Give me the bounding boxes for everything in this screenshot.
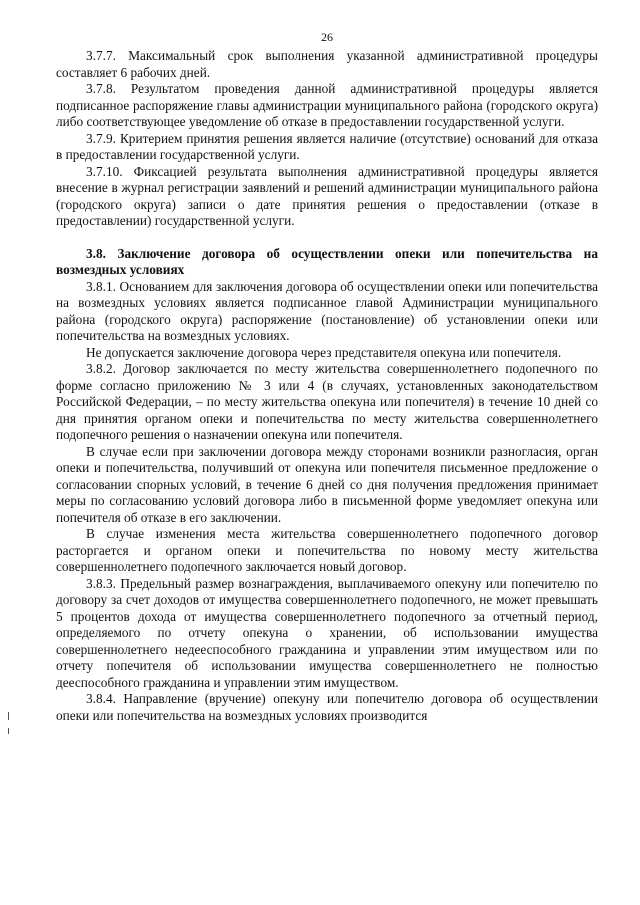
section-spacer <box>56 230 598 246</box>
paragraph-3-8-1: 3.8.1. Основанием для заключения договора об осуществлении опеки или попечительства на возмездных условиях является подписанное главой Администрации муниципального района (городского округа) распоряжение (постановление) об установлении опеки или попечительства на возмездных условиях. <box>56 278 598 343</box>
margin-scan-mark <box>8 712 9 720</box>
section-heading-3-8: 3.8. Заключение договора об осуществлении опеки или попечительства на возмездных условиях <box>56 245 598 277</box>
paragraph-3-7-7: 3.7.7. Максимальный срок выполнения указанной административной процедуры составляет 6 рабочих дней. <box>56 48 598 80</box>
paragraph-3-7-10: 3.7.10. Фиксацией результата выполнения административной процедуры является внесение в журнал регистрации заявлений и решений администрации муниципального района (городского округа) записи о дате принятия решения о предоставлении (отказе в предоставлении) государственной услуги. <box>56 163 598 228</box>
paragraph-3-8-2: 3.8.2. Договор заключается по месту жительства совершеннолетнего подопечного по форме согласно приложению № 3 или 4 (в случаях, установленных законодательством Российской Федерации, – по месту жительства опекуна или попечителя) в течение 10 дней со дня принятия органом опеки и попечительства по месту жительства совершеннолетнего подопечного решения о назначении опекуна или попечителя. <box>56 361 598 442</box>
paragraph-residence-change: В случае изменения места жительства совершеннолетнего подопечного договор расторгается и органом опеки и попечительства по новому месту жительства совершеннолетнего подопечного заключается новый договор. <box>56 526 598 574</box>
document-page <box>56 30 598 724</box>
paragraph-3-7-9: 3.7.9. Критерием принятия решения является наличие (отсутствие) оснований для отказа в предоставлении государственной услуги. <box>56 130 598 162</box>
paragraph-3-8-4: 3.8.4. Направление (вручение) опекуну или попечителю договора об осуществлении опеки или попечительства на возмездных условиях производится <box>56 691 598 723</box>
paragraph-disagreements: В случае если при заключении договора между сторонами возникли разногласия, орган опеки и попечительства, получивший от опекуна или попечителя письменное предложение о согласовании спорных условий, в течение 6 дней со дня получения предложения принимает меры по согласованию условий договора либо в письменной форме уведомляет опекуна или попечителя об отказе в его заключении. <box>56 443 598 525</box>
paragraph-representative: Не допускается заключение договора через представителя опекуна или попечителя. <box>86 344 562 360</box>
paragraph-3-8-3: 3.8.3. Предельный размер вознаграждения, выплачиваемого опекуну или попечителю по договору за счет доходов от имущества совершеннолетнего подопечного, не может превышать 5 процентов дохода от имущества совершеннолетнего подопечного за отчетный период, определяемого по отчету опекуна о хранении, об использовании имущества совершеннолетнего недееспособного гражданина и управлении этим имуществом или по отчету попечителя об использовании имущества совершеннолетнего не полностью дееспособного гражданина и управлении этим имуществом. <box>56 575 598 690</box>
margin-scan-mark <box>8 728 9 734</box>
page-number: 26 <box>321 30 333 44</box>
paragraph-3-7-8: 3.7.8. Результатом проведения данной административной процедуры является подписанное распоряжение главы администрации муниципального района (городского округа) либо соответствующее уведомление об отказе в предоставлении государственной услуги. <box>56 81 598 129</box>
